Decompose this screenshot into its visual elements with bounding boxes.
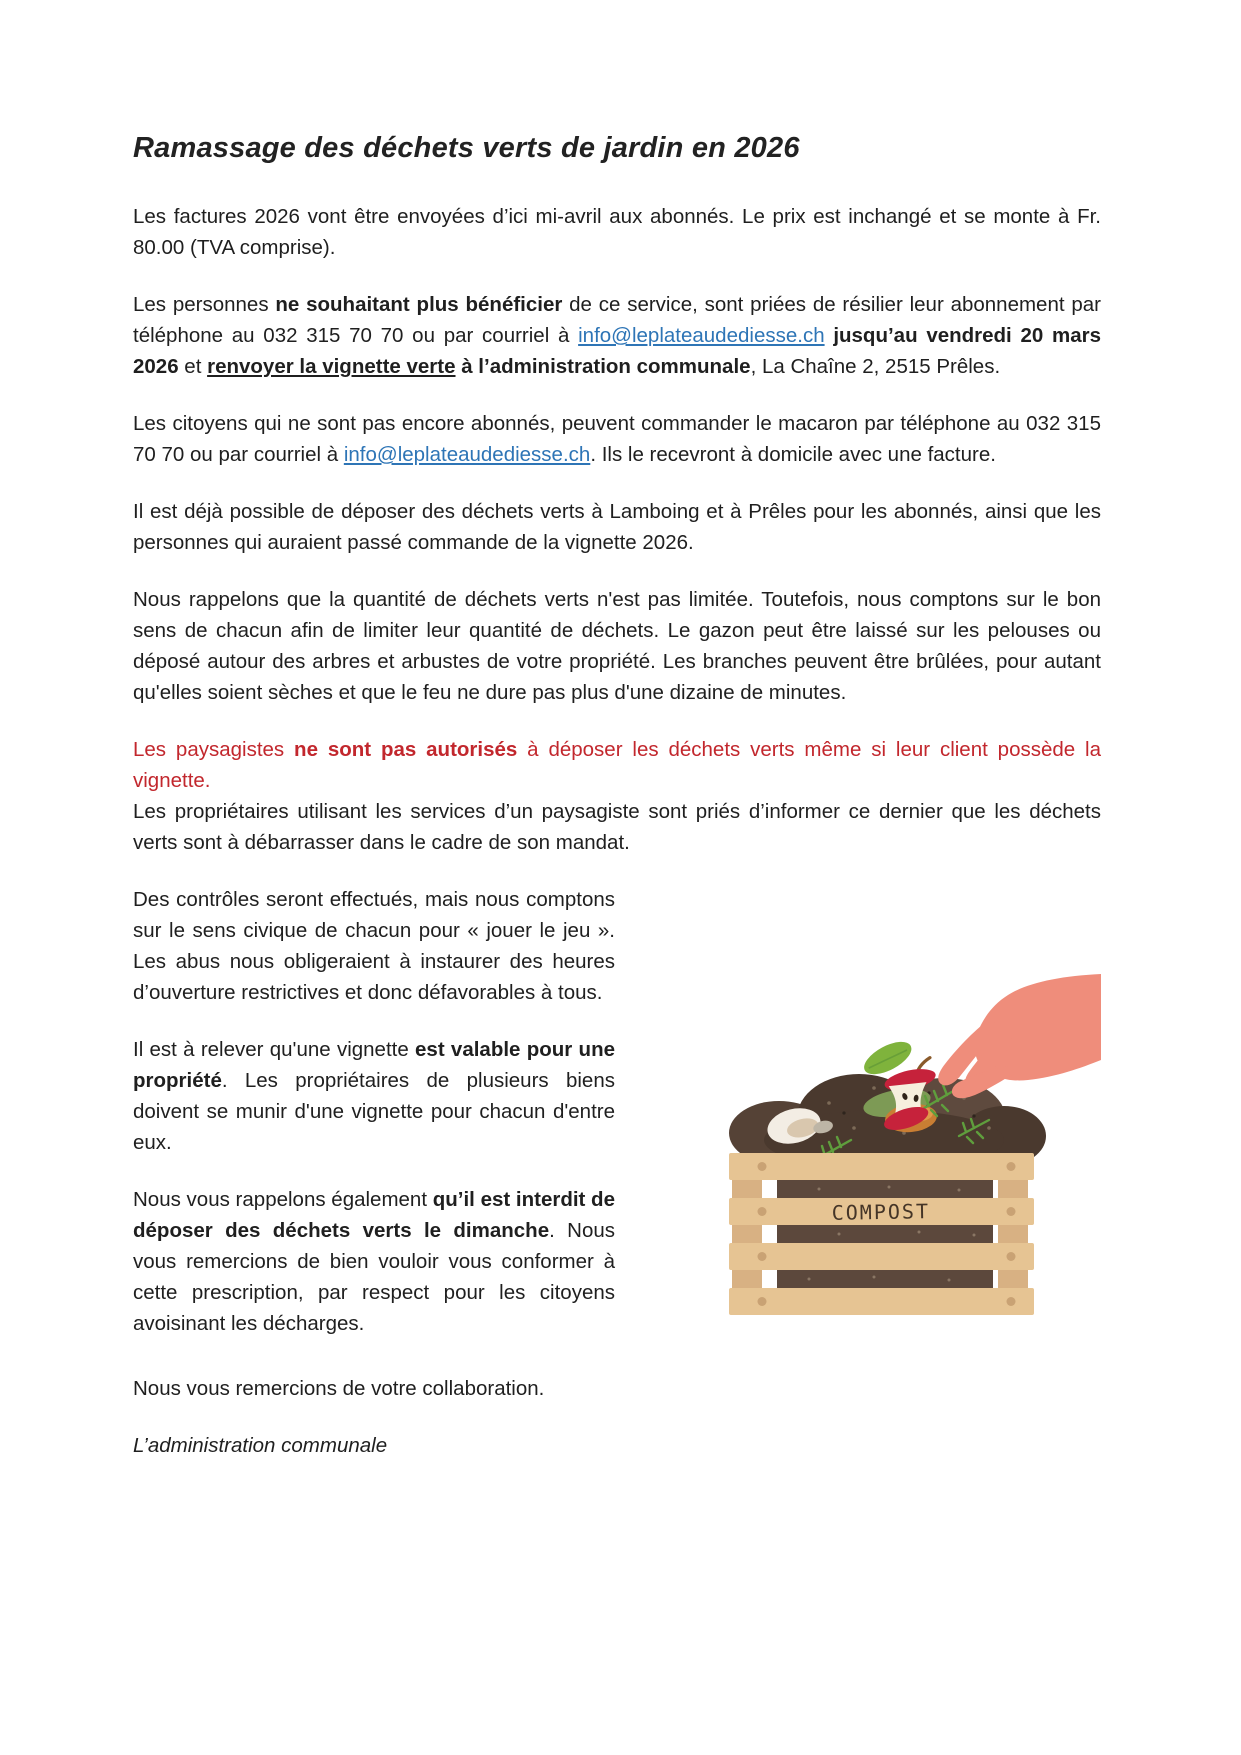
para-collaboration xyxy=(133,1373,1101,1404)
closing-section xyxy=(133,1373,1101,1461)
text-segment: Les propriétaires utilisant les services d’un paysagiste sont priés d’informer ce dernier que les déchets verts sont à débarrasser dans le cadre de son mandat. xyxy=(133,800,1101,854)
two-column-section xyxy=(133,884,1101,1365)
text-segment: Les factures 2026 vont être envoyées d’ici mi-avril aux abonnés. Le prix est inchangé et se monte à Fr. 80.00 (TVA comprise). xyxy=(133,205,1101,259)
page-title: Ramassage des déchets verts de jardin en 2026 xyxy=(133,132,800,164)
compost-illustration xyxy=(659,968,1101,1328)
para-resiliation xyxy=(133,289,1101,382)
text-segment: à l’administration communale xyxy=(455,355,751,378)
para-factures xyxy=(133,201,1101,263)
compost-label: COMPOST xyxy=(831,1199,931,1225)
text-segment: Les personnes xyxy=(133,293,276,316)
text-segment: . Les propriétaires de plusieurs biens doivent se munir d'une vignette pour chacun d'entre eux. xyxy=(133,1069,615,1154)
text-segment: . Ils le recevront à domicile avec une facture. xyxy=(590,443,996,466)
illustration-container xyxy=(659,968,1101,1328)
text-segment: renvoyer la vignette verte xyxy=(207,355,456,378)
text-segment: jusqu’au vendredi 20 mars 2026 xyxy=(133,324,1102,378)
para-quantite xyxy=(133,584,1101,708)
text-segment: Nous vous remercions de votre collaboration. xyxy=(133,1377,545,1400)
text-segment: Les paysagistes xyxy=(133,738,295,761)
text-segment: à déposer les déchets verts même si leur client possède la vignette. xyxy=(133,738,1101,792)
text-segment: Il est déjà possible de déposer des déchets verts à Lamboing et à Prêles pour les abonnés, ainsi que les personnes qui auraient passé commande de la vignette 2026. xyxy=(133,500,1101,554)
para-controles xyxy=(133,884,615,1008)
para-interdit-dimanche xyxy=(133,1184,615,1339)
text-segment: ne sont pas autorisés xyxy=(294,738,518,761)
text-segment: et xyxy=(178,355,208,378)
crate-graphic xyxy=(729,1153,1034,1315)
text-segment xyxy=(825,324,834,347)
intro-section xyxy=(133,201,1101,858)
text-segment: est valable pour une propriété xyxy=(133,1038,615,1092)
para-depot-disponible xyxy=(133,496,1101,558)
para-commande-macaron xyxy=(133,408,1101,470)
text-segment: Les citoyens qui ne sont pas encore abonnés, peuvent commander le macaron par téléphone au 032 315 70 70 ou par courriel à xyxy=(133,412,1101,466)
para-paysagistes xyxy=(133,734,1101,796)
text-segment: L’administration communale xyxy=(133,1434,388,1457)
text-segment: de ce service, sont priées de résilier leur abonnement par téléphone au 032 315 70 70 ou par courriel à xyxy=(133,293,1101,347)
text-segment: Il est à relever qu'une vignette xyxy=(133,1038,416,1061)
text-segment: , La Chaîne 2, 2515 Prêles. xyxy=(750,355,1001,378)
text-segment: Des contrôles seront effectués, mais nous comptons sur le sens civique de chacun pour « jouer le jeu ». Les abus nous obligeraient à instaurer des heures d’ouverture restrictives et donc défavorables à tous. xyxy=(133,888,615,1004)
text-segment: . Nous vous remercions de bien vouloir vous conformer à cette prescription, par respect pour les citoyens avoisinant les décharges. xyxy=(133,1219,615,1335)
para-vignette-propriete xyxy=(133,1034,615,1158)
hand-graphic xyxy=(938,974,1101,1098)
text-segment: qu’il est interdit de déposer des déchets verts le dimanche xyxy=(133,1188,615,1242)
para-proprietaires-paysagiste xyxy=(133,796,1101,858)
left-column xyxy=(133,884,615,1365)
email-link[interactable]: info@leplateaudediesse.ch xyxy=(343,443,591,466)
email-link[interactable]: info@leplateaudediesse.ch xyxy=(578,324,825,347)
text-segment: Nous vous rappelons également xyxy=(133,1188,433,1211)
text-segment: ne souhaitant plus bénéficier xyxy=(275,293,563,316)
signature xyxy=(133,1430,1101,1461)
text-segment: Nous rappelons que la quantité de déchets verts n'est pas limitée. Toutefois, nous comptons sur le bon sens de chacun afin de limiter leur quantité de déchets. Le gazon peut être laissé sur les pelouses ou déposé autour des arbres et arbustes de votre propriété. Les branches peuvent être brûlées, pour autant qu'elles soient sèches et que le feu ne dure pas plus d'une dizaine de minutes. xyxy=(133,588,1101,704)
